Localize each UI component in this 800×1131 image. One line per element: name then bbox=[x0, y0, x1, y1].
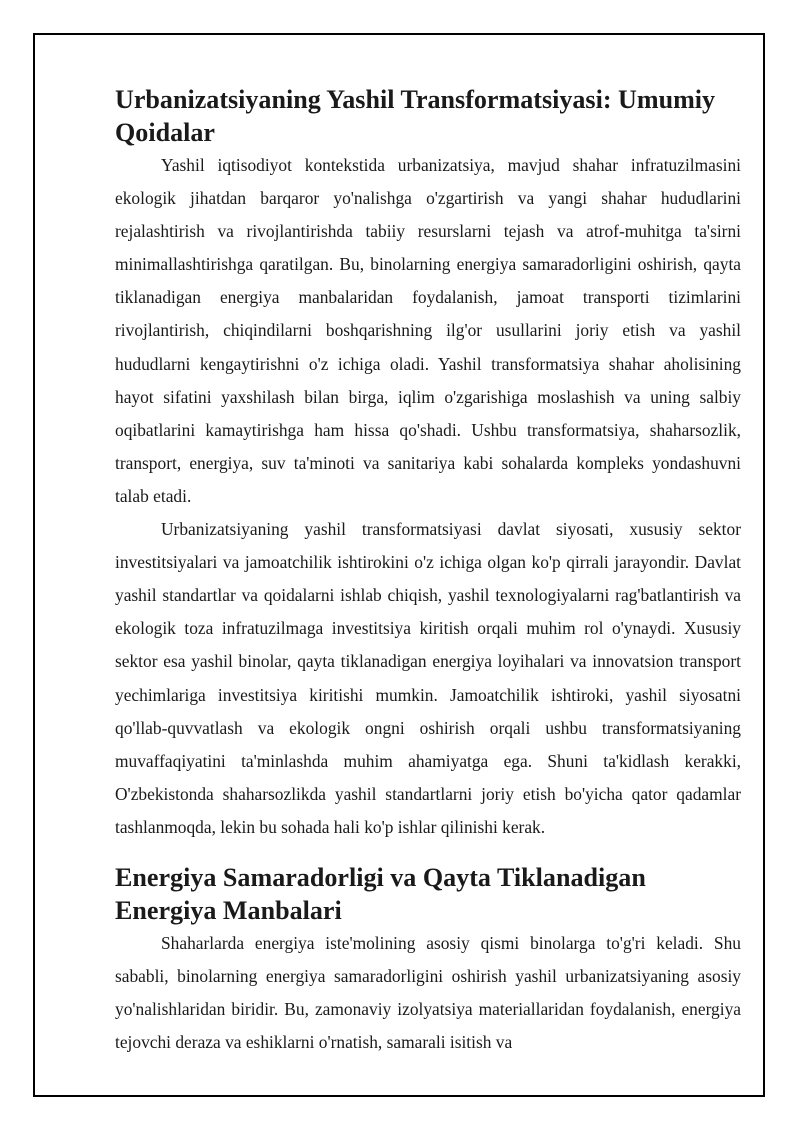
section-heading: Urbanizatsiyaning Yashil Transformatsiyasi: Umumiy Qoidalar bbox=[115, 85, 716, 147]
section-heading: Energiya Samaradorligi va Qayta Tiklanadigan Energiya Manbalari bbox=[115, 862, 646, 925]
paragraph: Urbanizatsiyaning yashil transformatsiyasi davlat siyosati, xususiy sektor investitsiyalari va jamoatchilik ishtirokini o'z ichiga olgan ko'p qirrali jarayondir. Davlat yashil standartlar va qoidalarni ishlab chiqish, yashil texnologiyalarni rag'batlantirish va ekologik toza infratuzilmaga investitsiya kiritish orqali muhim rol o'ynaydi. Xususiy sektor esa yashil binolar, qayta tiklanadigan energiya loyihalari va innovatsion transport yechimlariga investitsiya kiritishi mumkin. Jamoatchilik ishtiroki, yashil siyosatni qo'llab-quvvatlash va ekologik ongni oshirish orqali ushbu transformatsiyaning muvaffaqiyatini ta'minlashda muhim ahamiyatga ega. Shuni ta'kidlash kerakki, O'zbekistonda shaharsozlikda yashil standartlarni joriy etish bo'yicha qator qadamlar tashlanmoqda, lekin bu sohada hali ko'p ishlar qilinishi kerak. bbox=[115, 519, 741, 837]
paragraph: Yashil iqtisodiyot kontekstida urbanizatsiya, mavjud shahar infratuzilmasini ekologik jihatdan barqaror yo'nalishga o'zgartirish va yangi shahar hududlarini rejalashtirish va rivojlantirishda tabiiy resurslarni tejash va atrof-muhitga ta'sirni minimallashtirishga qaratilgan. Bu, binolarning energiya samaradorligini oshirish, qayta tiklanadigan energiya manbalaridan foydalanish, jamoat transporti tizimlarini rivojlantirish, chiqindilarni boshqarishning ilg'or usullarini joriy etish va yashil hududlarni kengaytirishni o'z ichiga oladi. Yashil transformatsiya shahar aholisining hayot sifatini yaxshilash bilan birga, iqlim o'zgarishiga moslashish va uning salbiy oqibatlarini kamaytirishga ham hissa qo'shadi. Ushbu transformatsiya, shaharsozlik, transport, energiya, suv ta'minoti va sanitariya kabi sohalarda kompleks yondashuvni talab etadi. bbox=[115, 155, 741, 506]
paragraph: Shaharlarda energiya iste'molining asosiy qismi binolarga to'g'ri keladi. Shu sababli, binolarning energiya samaradorligini oshirish yashil urbanizatsiyaning asosiy yo'nalishlaridan biridir. Bu, zamonaviy izolyatsiya materiallaridan foydalanish, energiya tejovchi deraza va eshiklarni o'rnatish, samarali isitish va bbox=[115, 932, 741, 1053]
document-body bbox=[115, 83, 741, 1059]
